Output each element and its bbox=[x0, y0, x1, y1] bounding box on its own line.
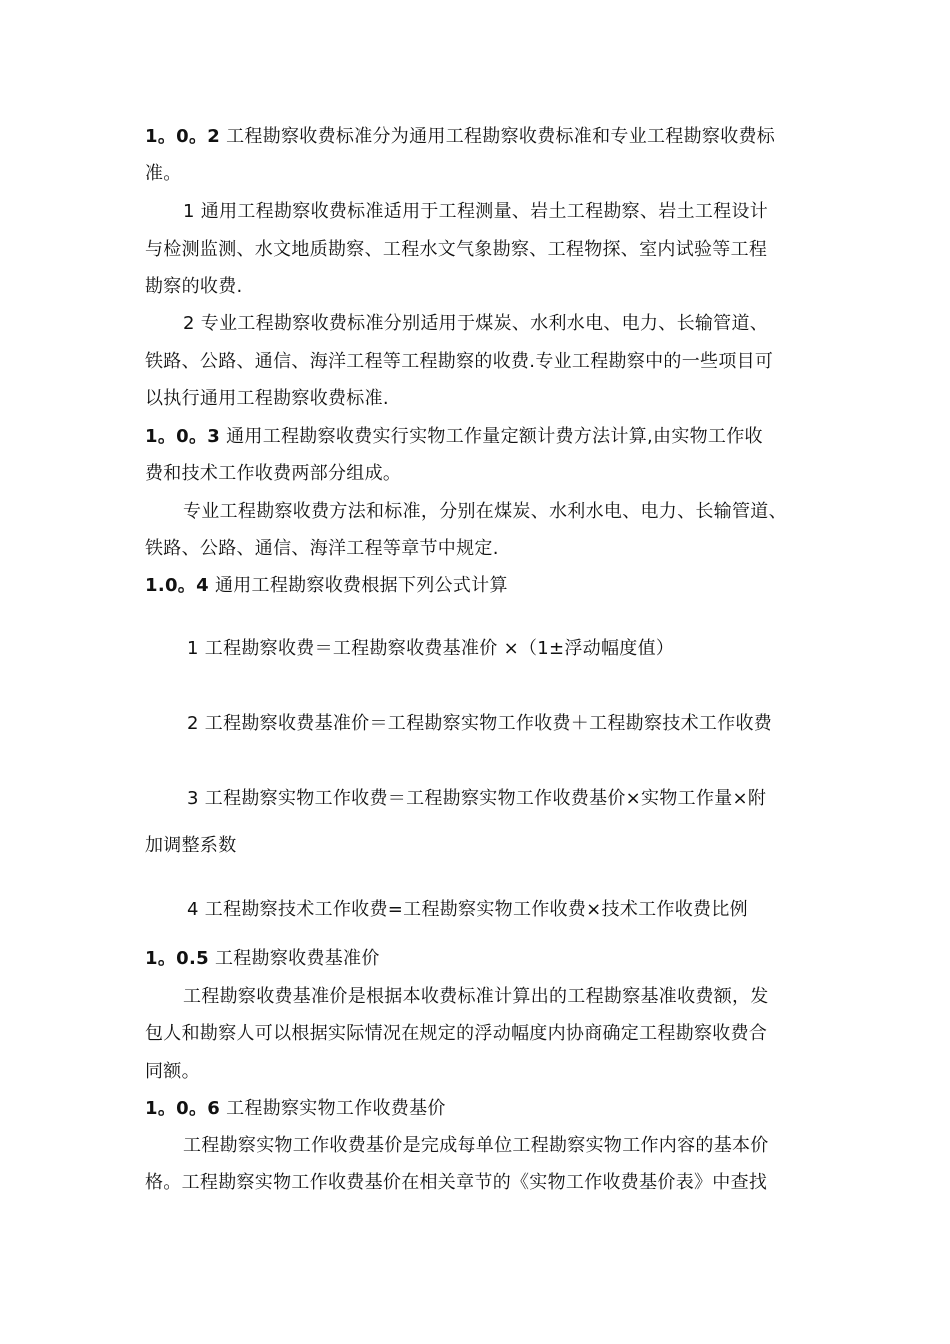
text-line: 与检测监测、水文地质勘察、工程水文气象勘察、工程物探、室内试验等工程 bbox=[145, 239, 768, 260]
clause-text: 通用工程勘察收费根据下列公式计算 bbox=[214, 575, 508, 596]
text-line: 1 通用工程勘察收费标准适用于工程测量、岩土工程勘察、岩土工程设计 bbox=[183, 201, 769, 222]
text-line: 2 专业工程勘察收费标准分别适用于煤炭、水利水电、电力、长输管道、 bbox=[183, 313, 769, 334]
clause-number: 1。0。3 bbox=[145, 426, 221, 447]
text-line: 加调整系数 bbox=[145, 835, 237, 856]
text-line: 铁路、公路、通信、海洋工程等工程勘察的收费.专业工程勘察中的一些项目可 bbox=[145, 351, 774, 372]
text-line: 勘察的收费. bbox=[145, 276, 243, 297]
text-line: 包人和勘察人可以根据实际情况在规定的浮动幅度内协商确定工程勘察收费合 bbox=[145, 1023, 768, 1044]
text-line: 准。 bbox=[145, 163, 182, 184]
clause-number: 1。0.5 bbox=[145, 948, 209, 969]
clause-1-0-2 bbox=[145, 125, 775, 149]
formula-4: 4 工程勘察技术工作收费=工程勘察实物工作收费×技术工作收费比例 bbox=[187, 899, 748, 920]
clause-1-0-5 bbox=[145, 947, 380, 971]
text-line: 以执行通用工程勘察收费标准. bbox=[145, 388, 389, 409]
formula-2: 2 工程勘察收费基准价＝工程勘察实物工作收费＋工程勘察技术工作收费 bbox=[187, 713, 773, 734]
clause-text: 工程勘察收费标准分为通用工程勘察收费标准和专业工程勘察收费标 bbox=[226, 126, 776, 147]
text-line: 同额。 bbox=[145, 1061, 200, 1082]
clause-1-0-4 bbox=[145, 574, 508, 598]
clause-text: 工程勘察实物工作收费基价 bbox=[226, 1098, 446, 1119]
clause-number: 1.0。4 bbox=[145, 575, 209, 596]
text-line: 专业工程勘察收费方法和标准，分别在煤炭、水利水电、电力、长输管道、 bbox=[183, 501, 787, 522]
text-line: 费和技术工作收费两部分组成。 bbox=[145, 463, 402, 484]
clause-text: 通用工程勘察收费实行实物工作量定额计费方法计算,由实物工作收 bbox=[226, 426, 763, 447]
formula-3: 3 工程勘察实物工作收费＝工程勘察实物工作收费基价×实物工作量×附 bbox=[187, 788, 767, 809]
clause-1-0-6 bbox=[145, 1097, 446, 1121]
clause-1-0-3 bbox=[145, 425, 763, 449]
clause-number: 1。0。6 bbox=[145, 1098, 221, 1119]
clause-text: 工程勘察收费基准价 bbox=[214, 948, 380, 969]
text-line: 工程勘察实物工作收费基价是完成每单位工程勘察实物工作内容的基本价 bbox=[183, 1135, 769, 1156]
text-line: 工程勘察收费基准价是根据本收费标准计算出的工程勘察基准收费额，发 bbox=[183, 986, 769, 1007]
formula-1: 1 工程勘察收费＝工程勘察收费基准价 ×（1±浮动幅度值） bbox=[187, 638, 675, 659]
clause-number: 1。0。2 bbox=[145, 126, 221, 147]
text-line: 格。工程勘察实物工作收费基价在相关章节的《实物工作收费基价表》中查找 bbox=[145, 1172, 768, 1193]
text-line: 铁路、公路、通信、海洋工程等章节中规定. bbox=[145, 538, 499, 559]
